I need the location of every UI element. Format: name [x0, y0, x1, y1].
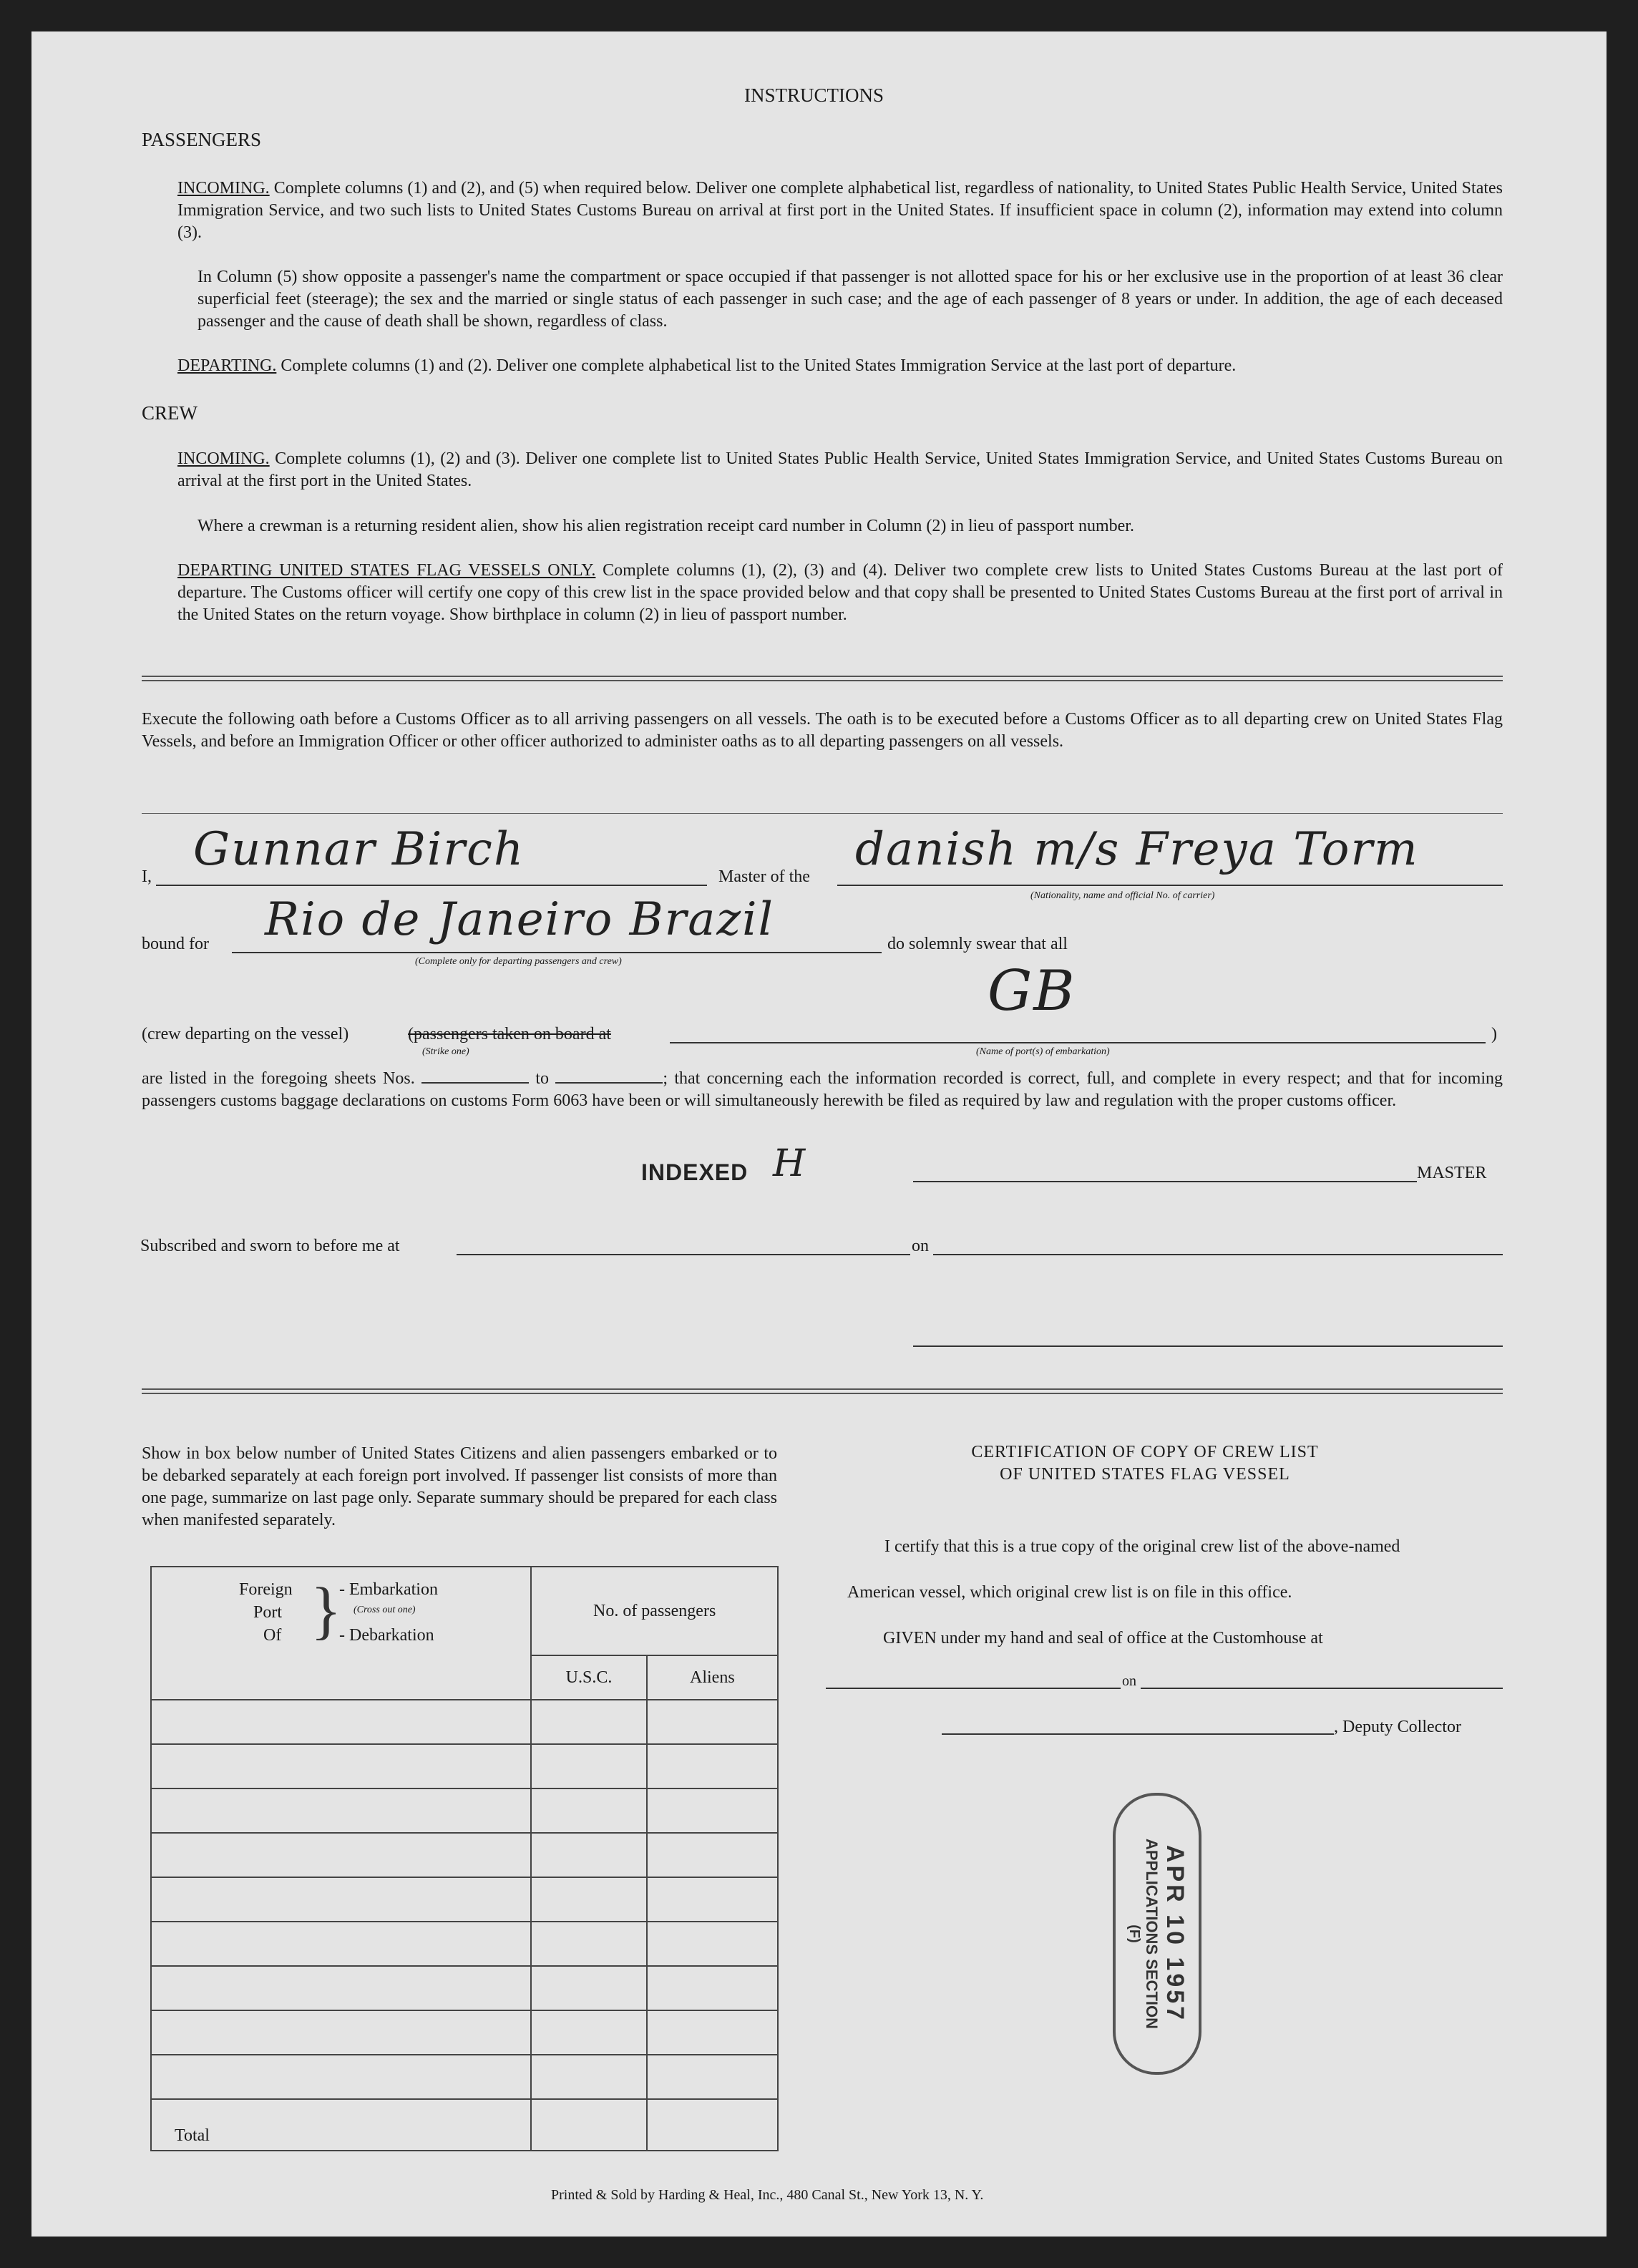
- divider-oath: [142, 813, 1503, 814]
- table-row: [151, 1966, 778, 2010]
- strike-caption: (Strike one): [422, 1046, 469, 1057]
- cert-place-line: [826, 1688, 1121, 1689]
- cert-on-label: on: [1122, 1673, 1136, 1689]
- col-debarkation: - Debarkation: [339, 1626, 434, 1645]
- usc-cell[interactable]: [531, 2055, 646, 2099]
- table-row: [151, 1922, 778, 1966]
- aliens-cell[interactable]: [647, 1788, 778, 1833]
- no-of-passengers-header: No. of passengers: [531, 1567, 778, 1655]
- divider-middle: [142, 1388, 1503, 1394]
- usc-cell[interactable]: [531, 1833, 646, 1877]
- port-cell[interactable]: [151, 1788, 531, 1833]
- usc-cell[interactable]: [531, 1700, 646, 1744]
- stamp-date: APR 10 1957: [1161, 1844, 1189, 2023]
- stamp-section: APPLICATIONS SECTION: [1143, 1838, 1161, 2030]
- aliens-cell[interactable]: [647, 2010, 778, 2055]
- certification-text2: American vessel, which original crew list is on file in this office.: [847, 1583, 1292, 1602]
- passengers-departing-paragraph: [177, 355, 1503, 377]
- bound-for-handwriting: Rio de Janeiro Brazil: [265, 893, 774, 946]
- swear-label: do solemnly swear that all: [887, 935, 1068, 953]
- subscribed-place-line: [457, 1254, 910, 1255]
- col-of: Of: [263, 1626, 282, 1645]
- vessel-caption: (Nationality, name and official No. of carrier): [1030, 890, 1215, 901]
- usc-cell[interactable]: [531, 1966, 646, 2010]
- vessel-handwriting: danish m/s Freya Torm: [855, 823, 1419, 876]
- master-of-label: Master of the: [718, 867, 810, 886]
- aliens-cell[interactable]: [647, 2055, 778, 2099]
- passengers-option-struck: (passengers taken on board at: [408, 1025, 611, 1043]
- col-embarkation: - Embarkation: [339, 1580, 438, 1599]
- indexed-initials: H: [773, 1142, 807, 1185]
- foreign-port-header: [151, 1567, 531, 1700]
- table-row: [151, 2055, 778, 2099]
- aliens-cell[interactable]: [647, 1700, 778, 1744]
- table-row: [151, 1744, 778, 1788]
- passengers-incoming-text: Complete columns (1) and (2), and (5) when required below. Deliver one complete alphabetical list, regardless of nationality, to United States Public Health Service, United States Immigration Service, and two such lists to United States Customs Bureau on arrival at first port in the United States. If insufficient space in column (2), information may extend into column (3).: [177, 179, 1503, 242]
- listed-to: to: [535, 1069, 550, 1088]
- sheet-to-blank: [555, 1069, 663, 1084]
- listed-text-b: ; that concerning each the information recorded is correct, full, and complete in every respect; and that for incoming passengers customs baggage declarations on customs Form 6063 have been or will simultaneously herewith be filed as required by law and regulation with the proper customs officer.: [142, 1069, 1503, 1110]
- aliens-cell[interactable]: [647, 1966, 778, 2010]
- usc-header: U.S.C.: [531, 1655, 646, 1700]
- passengers-heading: PASSENGERS: [142, 129, 262, 150]
- crew-departing-label: DEPARTING UNITED STATES FLAG VESSELS ONLY.: [177, 561, 596, 580]
- certification-title-line1: CERTIFICATION OF COPY OF CREW LIST: [971, 1443, 1319, 1461]
- master-label: MASTER: [1417, 1164, 1487, 1182]
- crew-resident-paragraph: Where a crewman is a returning resident alien, show his alien registration receipt card number in Column (2) in lieu of passport number.: [198, 517, 1134, 535]
- aliens-cell[interactable]: [647, 1833, 778, 1877]
- col-foreign: Foreign: [239, 1580, 293, 1599]
- aliens-cell[interactable]: [647, 1744, 778, 1788]
- deputy-collector-line: [942, 1733, 1334, 1735]
- embarkation-ports-line: [670, 1042, 1486, 1043]
- usc-cell[interactable]: [531, 1922, 646, 1966]
- passengers-departing-label: DEPARTING.: [177, 356, 277, 375]
- master-name-handwriting: Gunnar Birch: [193, 823, 525, 876]
- bound-for-line: [232, 952, 882, 953]
- instructions-title: INSTRUCTIONS: [744, 84, 884, 106]
- aliens-cell[interactable]: [647, 1877, 778, 1922]
- officer-signature-line: [913, 1345, 1503, 1347]
- vessel-line: [837, 885, 1503, 886]
- port-cell[interactable]: [151, 1744, 531, 1788]
- table-row: [151, 1788, 778, 1833]
- subscribed-date-line: [933, 1254, 1503, 1255]
- aliens-total-cell[interactable]: [647, 2099, 778, 2151]
- table-row: [151, 1700, 778, 1744]
- port-cell[interactable]: [151, 1922, 531, 1966]
- close-paren: ): [1491, 1025, 1497, 1043]
- received-stamp: [1113, 1793, 1201, 2075]
- listed-text-a: are listed in the foregoing sheets Nos.: [142, 1069, 415, 1088]
- total-row: [151, 2099, 778, 2151]
- bound-for-label: bound for: [142, 935, 209, 953]
- crew-departing-option: (crew departing on the vessel): [142, 1025, 349, 1043]
- cert-date-line: [1141, 1688, 1503, 1689]
- stamp-code: (F): [1126, 1924, 1142, 1943]
- aliens-cell[interactable]: [647, 1922, 778, 1966]
- table-row: [151, 1877, 778, 1922]
- crew-incoming-label: INCOMING.: [177, 449, 270, 468]
- crew-departing-paragraph: [177, 560, 1503, 626]
- aliens-header: Aliens: [647, 1655, 778, 1700]
- certification-text3: GIVEN under my hand and seal of office at the Customhouse at: [883, 1629, 1323, 1648]
- passengers-departing-text: Complete columns (1) and (2). Deliver one complete alphabetical list to the United States Immigration Service at the last port of departure.: [281, 356, 1237, 375]
- printer-footer: Printed & Sold by Harding & Heal, Inc., 480 Canal St., New York 13, N. Y.: [551, 2187, 984, 2203]
- ports-caption: (Name of port(s) of embarkation): [976, 1046, 1110, 1057]
- divider-top: [142, 676, 1503, 681]
- certification-title-line2: OF UNITED STATES FLAG VESSEL: [1000, 1465, 1290, 1484]
- certification-title: [823, 1441, 1467, 1486]
- crew-departing-text: Complete columns (1), (2), (3) and (4). Deliver two complete crew lists to United States Customs Bureau at the last port of departure. The Customs officer will certify one copy of this crew list in the space provided below and that copy shall be presented to United States Customs Bureau at the first port of arrival in the United States on the return voyage. Show birthplace in column (2) in lieu of passport number.: [177, 561, 1503, 624]
- summary-intro: Show in box below number of United States Citizens and alien passengers embarked or to be debarked separately at each foreign port involved. If passenger list consists of more than one page, summarize on last page only. Separate summary should be prepared for each class when manifested separately.: [142, 1444, 777, 1529]
- oath-i-label: I,: [142, 867, 152, 886]
- total-label: Total: [151, 2099, 531, 2151]
- passenger-summary-table: [150, 1566, 779, 2151]
- usc-cell[interactable]: [531, 1788, 646, 1833]
- col-cross-out: (Cross out one): [354, 1605, 416, 1615]
- col-port: Port: [253, 1603, 283, 1622]
- port-cell[interactable]: [151, 1700, 531, 1744]
- sheet-from-blank: [421, 1069, 529, 1084]
- passengers-column5-paragraph: In Column (5) show opposite a passenger's name the compartment or space occupied if that passenger is not allotted space for his or her exclusive use in the proportion of at least 36 clear superficial feet (steerage); the sex and the married or single status of each passenger in such case; and the age of each passenger of 8 years or under. In addition, the age of each deceased passenger and the cause of death shall be shown, regardless of class.: [198, 268, 1503, 331]
- passengers-incoming-label: INCOMING.: [177, 179, 270, 198]
- usc-total-cell[interactable]: [531, 2099, 646, 2151]
- indexed-stamp: INDEXED: [641, 1159, 749, 1185]
- signature-initials: GB: [988, 959, 1076, 1023]
- brace-icon: }: [311, 1575, 342, 1646]
- table-row: [151, 2010, 778, 2055]
- subscribed-on-label: on: [912, 1237, 929, 1255]
- usc-cell[interactable]: [531, 2010, 646, 2055]
- bound-for-caption: (Complete only for departing passengers and crew): [415, 956, 622, 967]
- port-cell[interactable]: [151, 2055, 531, 2099]
- port-cell[interactable]: [151, 1877, 531, 1922]
- table-row: [151, 1833, 778, 1877]
- master-signature-line: [913, 1181, 1417, 1182]
- port-cell[interactable]: [151, 1966, 531, 2010]
- port-cell[interactable]: [151, 1833, 531, 1877]
- crew-heading: CREW: [142, 402, 198, 424]
- crew-incoming-paragraph: [177, 448, 1503, 492]
- passengers-incoming-paragraph: [177, 177, 1503, 244]
- oath-intro: Execute the following oath before a Customs Officer as to all arriving passengers on all vessels. The oath is to be executed before a Customs Officer as to all departing crew on United States Flag Vessels, and before an Immigration Officer or other officer authorized to administer oaths as to all departing passengers on all vessels.: [142, 710, 1503, 751]
- master-name-line: [156, 885, 707, 886]
- listed-paragraph: [142, 1068, 1503, 1112]
- usc-cell[interactable]: [531, 1744, 646, 1788]
- crew-incoming-text: Complete columns (1), (2) and (3). Deliver one complete list to United States Public Health Service, United States Immigration Service, and United States Customs Bureau on arrival at the first port in the United States.: [177, 449, 1503, 490]
- port-cell[interactable]: [151, 2010, 531, 2055]
- certification-text1: I certify that this is a true copy of the original crew list of the above-named: [884, 1537, 1400, 1556]
- usc-cell[interactable]: [531, 1877, 646, 1922]
- deputy-collector-label: , Deputy Collector: [1334, 1718, 1461, 1736]
- subscribed-label: Subscribed and sworn to before me at: [140, 1237, 400, 1255]
